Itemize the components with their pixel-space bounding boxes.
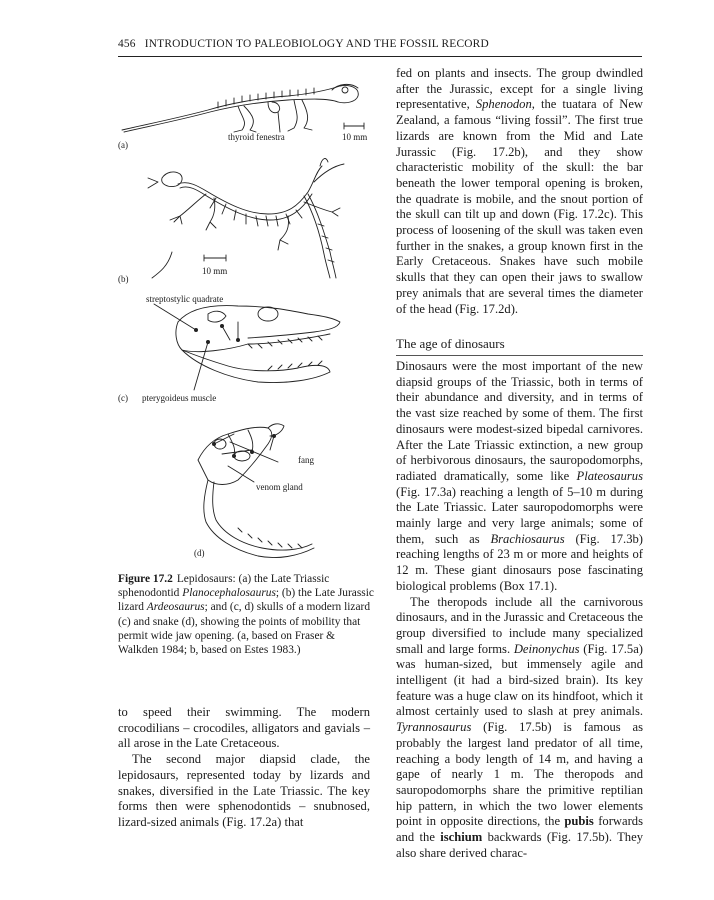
caption-text: ; (b) the Late Jurassic lizard <box>118 587 374 614</box>
caption-text: Lepidosaurs: (a) the Late Triassic sphenodontid <box>118 573 330 600</box>
caption-taxon: Planocephalosaurus <box>182 587 276 600</box>
paragraph: The theropods include all the carnivorous dinosaurs, and in the Jurassic and Cretaceous the group diversified to include many specialized small and large forms. Deinonychus (Fig. 17.5a) was human-sized, but immensely agile and intelligent (it had a bird-sized brain). Its key feature was a huge claw on its hindfoot, which it almost certainly used to slash at prey animals. Tyrannosaurus (Fig. 17.5b) is famous as probably the largest land predator of all time, reaching a body length of 14 m, and having a gape of nearly 1 m. The theropods and sauropodomorphs share the primitive reptilian hip pattern, in which the two lower elements point in opposite directions, the pubis forwards and the ischium backwards (Fig. 17.5b). They also share derived charac- <box>396 594 643 860</box>
label-b: (b) <box>118 274 129 284</box>
lepidosaur-illustrations <box>118 82 376 572</box>
label-streptostylic-quadrate: streptostylic quadrate <box>146 294 224 304</box>
right-column-top <box>396 66 643 317</box>
figure-caption <box>118 572 376 657</box>
header-rule <box>118 56 642 57</box>
caption-taxon: Ardeosaurus <box>146 601 205 614</box>
label-venom-gland: venom gland <box>256 482 303 492</box>
label-fang: fang <box>298 455 314 465</box>
page-number: 456 <box>118 38 136 50</box>
section-heading: The age of dinosaurs <box>396 336 643 356</box>
label-d: (d) <box>194 548 205 558</box>
paragraph: The second major diapsid clade, the lepidosaurs, represented today by lizards and snakes, diversified in the Late Triassic. The key forms then were sphenodontids – snubnosed, lizard-sized animals (Fig. 17.2a) that <box>118 752 370 829</box>
running-title: INTRODUCTION TO PALEOBIOLOGY AND THE FOSSIL RECORD <box>144 38 489 50</box>
lizard-skeleton <box>148 159 344 278</box>
figure-number: Figure 17.2 <box>118 573 173 585</box>
paragraph: to speed their swimming. The modern crocodilians – crocodiles, alligators and gavials – all arose in the Late Cretaceous. <box>118 705 370 751</box>
sphenodontid-skeleton <box>122 84 364 132</box>
scale-bar-a: 10 mm <box>342 132 368 142</box>
label-a: (a) <box>118 140 128 150</box>
label-thyroid-fenestra: thyroid fenestra <box>228 132 285 142</box>
lizard-skull <box>154 304 340 390</box>
label-c: (c) <box>118 393 128 403</box>
figure-17-2 <box>118 82 376 572</box>
scale-bar-b: 10 mm <box>202 266 228 276</box>
left-column-bottom <box>118 705 370 831</box>
right-column-bottom <box>396 359 643 862</box>
running-header <box>118 38 640 50</box>
paragraph: Dinosaurs were the most important of the new diapsid groups of the Triassic, both in terms of their abundance and diversity, and in terms of the vast size reached by some of them. The first dinosaurs were modest-sized bipedal carnivores. After the Late Triassic extinction, a new group of herbivorous dinosaurs, the sauropodomorphs, radiated dramatically, some like Plateosaurus (Fig. 17.3a) reaching a length of 5–10 m during the Late Triassic. Later sauropodomorphs were mainly large and very large animals; some of them, such as Brachiosaurus (Fig. 17.3b) reaching lengths of 23 m or more and heights of 12 m. These giant dinosaurs pose fascinating biological problems (Box 17.1). <box>396 359 643 593</box>
caption-text: ; and (c, d) skulls of a modern lizard (c) and snake (d), showing the points of mobility that permit wide jaw opening. (a, based on Fraser & Walkden 1984; b, based on Estes 1983.) <box>118 601 371 657</box>
label-pterygoideus-muscle: pterygoideus muscle <box>142 393 217 403</box>
paragraph: fed on plants and insects. The group dwindled after the Jurassic, except for a single living representative, Sphenodon, the tuatara of New Zealand, a famous “living fossil”. The first true lizards are known from the Mid and Late Jurassic (Fig. 17.2b), and they show characteristic mobility of the skull: the bar beneath the lower temporal opening is broken, the quadrate is mobile, and the snout portion of the skull can tilt up and down (Fig. 17.2c). This process of loosening of the skull was taken even further in the snakes, a group known first in the Early Cretaceous. Snakes have such mobile skulls that they can open their jaws to swallow prey animals that are several times the diameter of the head (Fig. 17.2d). <box>396 66 643 316</box>
